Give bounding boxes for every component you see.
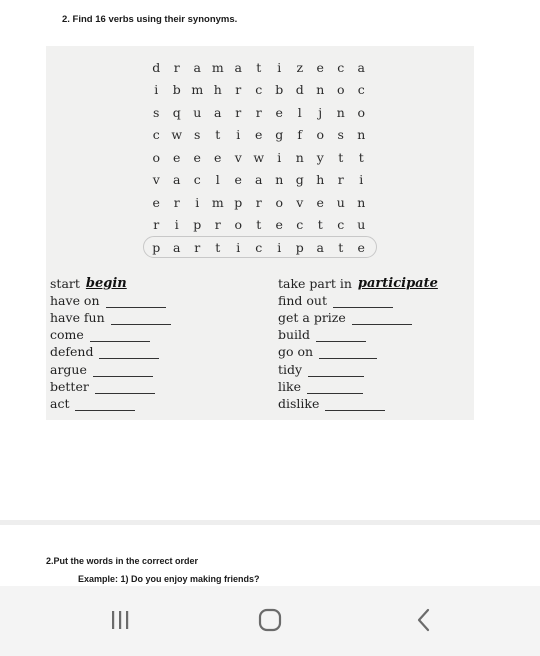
grid-letter: r (173, 59, 180, 75)
grid-letter: g (275, 127, 284, 143)
grid-letter: v (234, 149, 242, 165)
grid-letter: e (152, 194, 160, 210)
grid-letter: o (336, 82, 345, 98)
grid-letter: u (193, 104, 202, 120)
grid-letter: n (275, 172, 284, 188)
synonym-row (50, 274, 127, 291)
synonym-word: take part in (278, 276, 352, 291)
grid-letter: d (295, 82, 304, 98)
grid-letter: e (316, 194, 324, 210)
grid-letter: s (194, 127, 201, 143)
grid-letter: t (338, 149, 344, 165)
grid-letter: c (357, 82, 365, 98)
grid-letter: j (318, 104, 323, 120)
grid-letter: e (193, 149, 201, 165)
answer-blank[interactable] (111, 310, 171, 325)
grid-letter: a (214, 104, 222, 120)
answer-blank[interactable] (333, 293, 393, 308)
grid-letter: u (336, 194, 345, 210)
synonym-word: come (50, 327, 84, 342)
grid-letter: p (152, 239, 161, 255)
answer-blank[interactable] (93, 362, 153, 377)
synonym-row (50, 291, 166, 308)
grid-letter: o (316, 127, 325, 143)
synonym-row (50, 325, 150, 342)
answer-blank[interactable] (325, 396, 385, 411)
grid-letter: i (277, 239, 282, 255)
answer-blank[interactable] (316, 327, 366, 342)
section-divider (0, 520, 540, 525)
synonym-word: have fun (50, 310, 105, 325)
grid-letter: l (297, 104, 302, 120)
grid-letter: i (154, 82, 159, 98)
synonym-row (278, 291, 393, 308)
grid-letter: p (193, 217, 202, 233)
word-search-grid (146, 56, 372, 259)
grid-letter: n (295, 149, 304, 165)
grid-letter: h (316, 172, 325, 188)
synonym-row (278, 377, 363, 394)
grid-letter: l (215, 172, 220, 188)
grid-letter: g (295, 172, 304, 188)
grid-letter: n (357, 127, 366, 143)
grid-letter: t (215, 127, 221, 143)
grid-letter: c (337, 217, 345, 233)
grid-letter: o (234, 217, 243, 233)
answer-blank[interactable] (352, 310, 412, 325)
home-button[interactable] (240, 600, 300, 640)
synonym-word: argue (50, 362, 87, 377)
synonym-word: start (50, 276, 80, 291)
synonym-word: like (278, 379, 301, 394)
grid-letter: i (236, 239, 241, 255)
grid-letter: i (236, 127, 241, 143)
grid-letter: m (191, 82, 204, 98)
synonym-row (278, 325, 366, 342)
grid-letter: m (211, 194, 224, 210)
synonym-row (278, 274, 438, 291)
grid-letter: e (173, 149, 181, 165)
synonym-word: go on (278, 344, 314, 359)
grid-letter: a (193, 59, 201, 75)
grid-letter: i (359, 172, 364, 188)
synonym-row (278, 308, 412, 325)
grid-letter: d (152, 59, 161, 75)
grid-letter: t (256, 59, 262, 75)
grid-letter: t (338, 239, 344, 255)
grid-letter: c (152, 127, 160, 143)
synonym-row (50, 308, 171, 325)
grid-letter: c (255, 82, 263, 98)
grid-letter: p (234, 194, 243, 210)
grid-letter: r (337, 172, 344, 188)
synonym-word: dislike (278, 396, 320, 411)
synonym-row (278, 394, 385, 411)
answer-blank[interactable]: begin (85, 276, 127, 291)
synonym-word: build (278, 327, 311, 342)
recent-apps-icon (108, 609, 132, 631)
grid-letter: p (295, 239, 304, 255)
recent-apps-button[interactable] (90, 600, 150, 640)
grid-letter: b (172, 82, 181, 98)
grid-letter: f (297, 127, 303, 143)
grid-letter: u (357, 217, 366, 233)
back-icon (414, 607, 434, 633)
grid-letter: v (296, 194, 304, 210)
grid-letter: e (275, 104, 283, 120)
grid-letter: a (173, 172, 181, 188)
grid-letter: s (337, 127, 344, 143)
grid-letter: i (174, 217, 179, 233)
grid-letter: i (277, 59, 282, 75)
grid-letter: c (337, 59, 345, 75)
grid-letter: r (255, 194, 262, 210)
answer-blank[interactable] (106, 293, 166, 308)
grid-letter: t (256, 217, 262, 233)
grid-letter: e (316, 59, 324, 75)
answer-blank[interactable] (90, 327, 150, 342)
grid-letter: i (195, 194, 200, 210)
grid-letter: s (153, 104, 160, 120)
grid-letter: c (296, 217, 304, 233)
answer-blank[interactable] (95, 379, 155, 394)
exercise2-title: 2.Put the words in the correct order (46, 556, 199, 566)
grid-letter: n (316, 82, 325, 98)
synonym-row (278, 360, 364, 377)
synonym-row (50, 394, 135, 411)
synonym-word: defend (50, 344, 94, 359)
grid-letter: y (316, 149, 324, 165)
grid-letter: q (172, 104, 181, 120)
answer-blank[interactable] (75, 396, 135, 411)
exercise2-example: Example: 1) Do you enjoy making friends? (78, 574, 260, 584)
grid-letter: e (357, 239, 365, 255)
grid-letter: e (255, 127, 263, 143)
grid-letter: h (213, 82, 222, 98)
synonym-word: tidy (278, 362, 303, 377)
synonym-row (278, 342, 377, 359)
synonym-word: better (50, 379, 89, 394)
grid-letter: o (357, 104, 366, 120)
synonym-row (50, 342, 159, 359)
answer-blank[interactable] (99, 344, 159, 359)
grid-letter: e (214, 149, 222, 165)
grid-letter: r (255, 104, 262, 120)
grid-letter: b (275, 82, 284, 98)
answer-blank[interactable] (308, 362, 364, 377)
grid-letter: o (275, 194, 284, 210)
grid-letter: r (214, 217, 221, 233)
answer-blank[interactable] (319, 344, 377, 359)
synonym-word: act (50, 396, 70, 411)
grid-letter: w (171, 127, 183, 143)
grid-letter: e (275, 217, 283, 233)
exercise-title: 2. Find 16 verbs using their synonyms. (62, 14, 238, 25)
synonym-row (50, 377, 155, 394)
synonym-row (50, 360, 153, 377)
grid-letter: c (193, 172, 201, 188)
grid-letter: n (357, 194, 366, 210)
grid-letter: m (211, 59, 224, 75)
grid-letter: a (173, 239, 181, 255)
grid-letter: r (173, 194, 180, 210)
answer-blank[interactable]: participate (357, 276, 438, 291)
grid-letter: a (316, 239, 324, 255)
grid-letter: a (357, 59, 365, 75)
synonym-word: find out (278, 293, 327, 308)
answer-blank[interactable] (307, 379, 363, 394)
grid-letter: o (152, 149, 161, 165)
worksheet-photo (46, 46, 474, 420)
grid-letter: a (234, 59, 242, 75)
grid-letter: c (255, 239, 263, 255)
grid-letter: n (336, 104, 345, 120)
grid-letter: w (253, 149, 265, 165)
home-icon (256, 606, 284, 634)
grid-letter: r (194, 239, 201, 255)
synonym-word: have on (50, 293, 100, 308)
grid-letter: t (358, 149, 364, 165)
grid-letter: r (153, 217, 160, 233)
synonym-word: get a prize (278, 310, 346, 325)
grid-letter: e (234, 172, 242, 188)
grid-letter: v (152, 172, 160, 188)
grid-letter: t (317, 217, 323, 233)
grid-letter: a (255, 172, 263, 188)
grid-letter: z (296, 59, 304, 75)
grid-letter: r (235, 82, 242, 98)
grid-letter: i (277, 149, 282, 165)
grid-letter: t (215, 239, 221, 255)
grid-letter: r (235, 104, 242, 120)
android-navigation-bar (0, 586, 540, 656)
back-button[interactable] (394, 600, 454, 640)
